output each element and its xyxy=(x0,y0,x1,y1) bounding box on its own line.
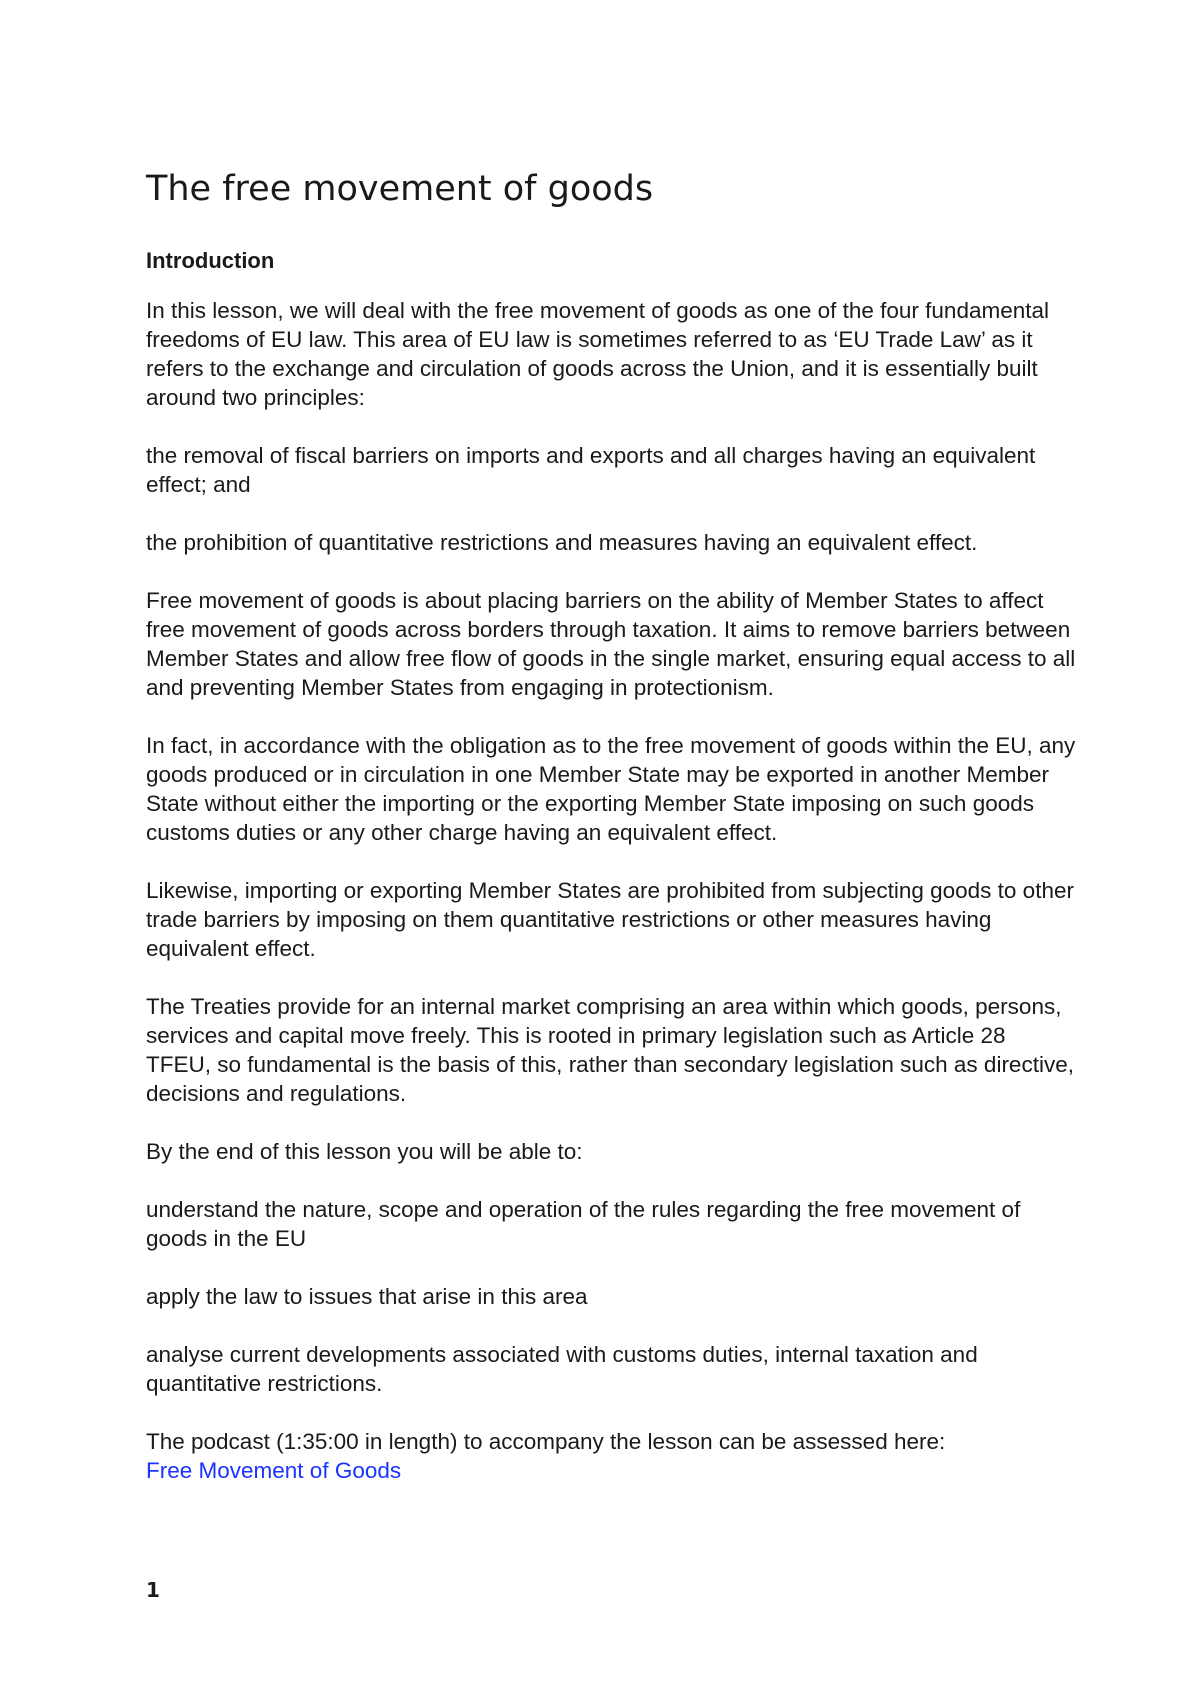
podcast-text: The podcast (1:35:00 in length) to accompany the lesson can be assessed here: xyxy=(146,1429,946,1454)
objective-item: analyse current developments associated with customs duties, internal taxation and quantitative restrictions. xyxy=(146,1342,978,1396)
section-heading: Introduction xyxy=(146,248,275,273)
podcast-link[interactable]: Free Movement of Goods xyxy=(146,1458,402,1483)
page-number: 1 xyxy=(146,1578,160,1602)
body-paragraph: The Treaties provide for an internal market comprising an area within which goods, persons, services and capital move freely. This is rooted in primary legislation such as Article 28 TFEU, so fundamental is the basis of this, rather than secondary legislation such as directive, decisions and regulations. xyxy=(146,994,1074,1106)
objective-item: understand the nature, scope and operation of the rules regarding the free movement of goods in the EU xyxy=(146,1197,1021,1251)
body-paragraph: Likewise, importing or exporting Member States are prohibited from subjecting goods to other trade barriers by imposing on them quantitative restrictions or other measures having equivalent effect. xyxy=(146,878,1074,961)
document-title: The free movement of goods xyxy=(146,169,654,209)
principle-quantitative-restrictions: the prohibition of quantitative restrictions and measures having an equivalent effect. xyxy=(146,530,978,555)
principle-fiscal-barriers: the removal of fiscal barriers on imports and exports and all charges having an equivalent effect; and xyxy=(146,443,1036,497)
document-body xyxy=(146,168,1076,1514)
objective-item: apply the law to issues that arise in this area xyxy=(146,1284,588,1309)
objectives-intro: By the end of this lesson you will be able to: xyxy=(146,1139,583,1164)
intro-paragraph: In this lesson, we will deal with the free movement of goods as one of the four fundamental freedoms of EU law. This area of EU law is sometimes referred to as ‘EU Trade Law’ as it refers to the exchange and circulation of goods across the Union, and it is essentially built around two principles: xyxy=(146,298,1050,410)
body-paragraph: In fact, in accordance with the obligation as to the free movement of goods within the EU, any goods produced or in circulation in one Member State may be exported in another Member State without either the importing or the exporting Member State imposing on such goods customs duties or any other charge having an equivalent effect. xyxy=(146,733,1076,845)
podcast-paragraph xyxy=(146,1427,1076,1485)
body-paragraph: Free movement of goods is about placing barriers on the ability of Member States to affect free movement of goods across borders through taxation. It aims to remove barriers between Member States and allow free flow of goods in the single market, ensuring equal access to all and preventing Member States from engaging in protectionism. xyxy=(146,588,1076,700)
